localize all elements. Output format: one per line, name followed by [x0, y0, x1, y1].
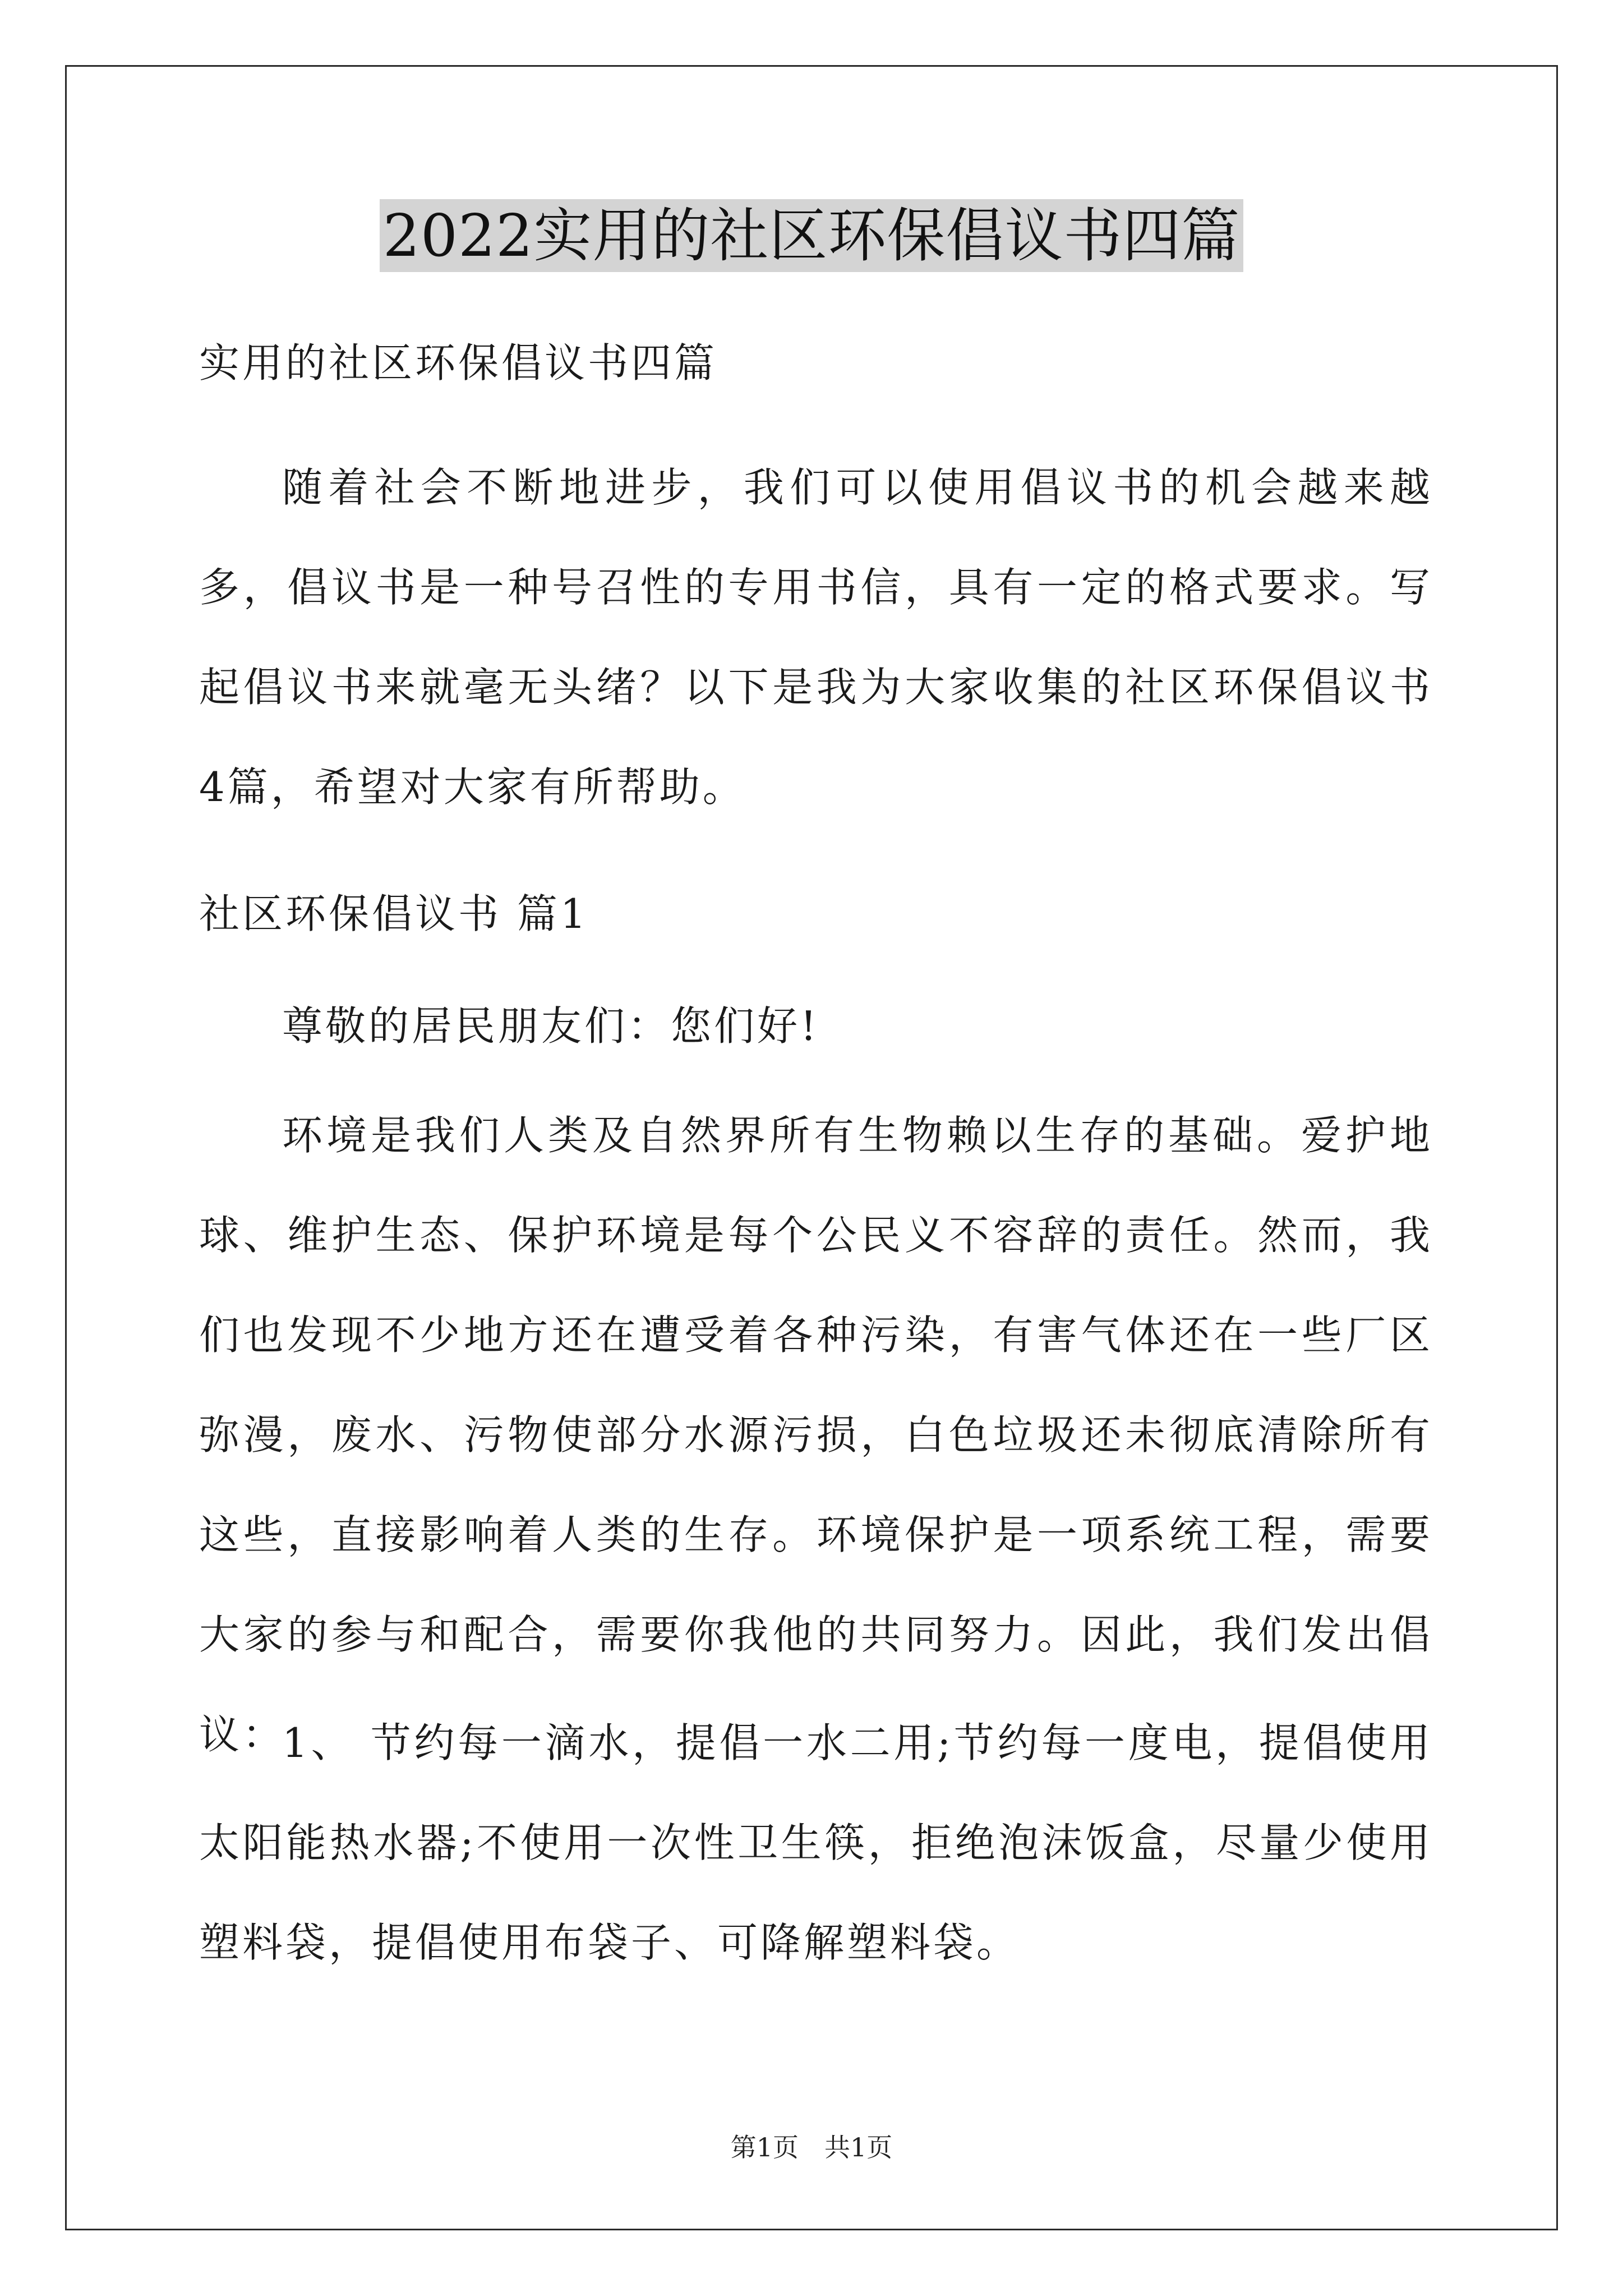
page-footer: 第1页 共1页	[730, 2132, 893, 2162]
document-subtitle: 实用的社区环保倡议书四篇	[199, 339, 718, 386]
section-heading: 社区环保倡议书 篇1	[199, 890, 589, 937]
list-item-1: 1、 节约每一滴水，提倡一水二用;节约每一度电，提倡使用太阳能热水器;不使用一次性卫生筷，拒绝泡沫饭盒，尽量少使用塑料袋，提倡使用布袋子、可降解塑料袋。	[199, 1719, 1433, 1966]
document-title: 2022实用的社区环保倡议书四篇	[380, 199, 1244, 272]
intro-paragraph: 随着社会不断地进步，我们可以使用倡议书的机会越来越多，倡议书是一种号召性的专用书信，具有一定的格式要求。写起倡议书来就毫无头绪？以下是我为大家收集的社区环保倡议书4篇，希望对大家有所帮助。	[199, 464, 1433, 811]
body-paragraph: 环境是我们人类及自然界所有生物赖以生存的基础。爱护地球、维护生态、保护环境是每个公民义不容辞的责任。然而，我们也发现不少地方还在遭受着各种污染，有害气体还在一些厂区弥漫，废水、污物使部分水源污损，白色垃圾还未彻底清除所有这些，直接影响着人类的生存。环境保护是一项系统工程，需要大家的参与和配合，需要你我他的共同努力。因此，我们发出倡议：	[199, 1112, 1433, 1758]
title-container	[0, 199, 1623, 272]
greeting-line: 尊敬的居民朋友们：您们好!	[282, 1002, 819, 1050]
